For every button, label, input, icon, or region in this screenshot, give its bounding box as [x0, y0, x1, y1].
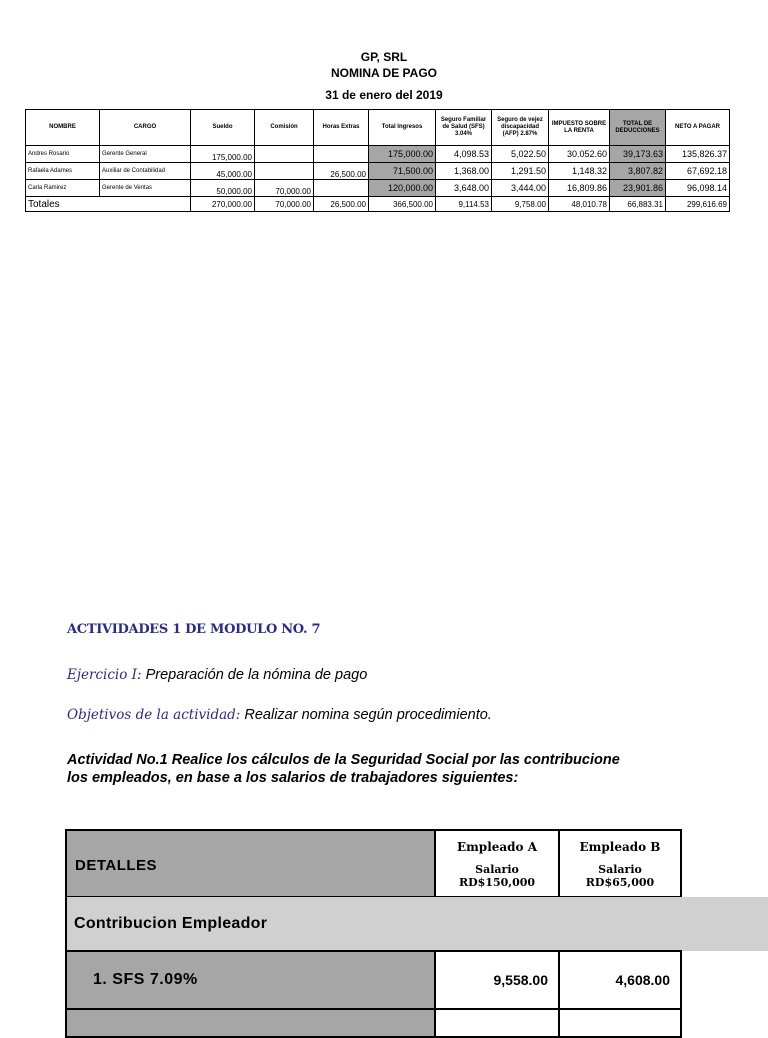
cell-horas	[314, 180, 369, 197]
cell-total-deducciones: 39,173.63	[610, 146, 666, 163]
totals-row	[26, 197, 730, 212]
cell-sueldo: 175,000.00	[191, 146, 255, 163]
col-header: Horas Extras	[314, 110, 369, 146]
total-ingresos: 366,500.00	[369, 197, 436, 212]
col-header: NOMBRE	[26, 110, 100, 146]
exercise-text: Preparación de la nómina de pago	[145, 667, 368, 683]
cell-sfs: 4,098.53	[436, 146, 492, 163]
total-isr: 48,010.78	[549, 197, 610, 212]
cell-sueldo: 45,000.00	[191, 163, 255, 180]
exercise-line	[67, 667, 367, 683]
total-horas: 26,500.00	[314, 197, 369, 212]
cell-sueldo: 50,000.00	[191, 180, 255, 197]
activity-instructions	[67, 751, 620, 787]
table-row	[26, 180, 730, 197]
cell-horas	[314, 146, 369, 163]
total-neto: 299,616.69	[666, 197, 730, 212]
cell-isr: 16,809.86	[549, 180, 610, 197]
total-deducciones: 66,883.31	[610, 197, 666, 212]
col-header: IMPUESTO SOBRE LA RENTA	[549, 110, 610, 146]
cell-total-deducciones: 3,807.82	[610, 163, 666, 180]
activity-title: ACTIVIDADES 1 DE MODULO NO. 7	[67, 622, 321, 637]
employee-a-name: Empleado A	[456, 840, 538, 854]
cell-comision: 70,000.00	[255, 180, 314, 197]
col-header: TOTAL DE DEDUCCIONES	[610, 110, 666, 146]
cell-sfs: 1,368.00	[436, 163, 492, 180]
employee-a-salary-label: Salario	[475, 863, 519, 876]
company-name: GP, SRL	[360, 50, 408, 64]
total-sfs: 9,114.53	[436, 197, 492, 212]
activity-line-1: Actividad No.1 Realice los cálculos de la Seguridad Social por las contribucione	[67, 752, 620, 768]
total-comision: 70,000.00	[255, 197, 314, 212]
cell-nombre: Rafaela Adames	[26, 163, 100, 180]
employee-b-salary: RD$65,000	[585, 876, 655, 889]
col-header: NETO A PAGAR	[666, 110, 730, 146]
col-header: Comisión	[255, 110, 314, 146]
cell-cargo: Gerente General	[100, 146, 191, 163]
payroll-table	[25, 109, 730, 212]
total-afp: 9,758.00	[492, 197, 549, 212]
details-header: DETALLES	[65, 829, 436, 898]
col-header: Sueldo	[191, 110, 255, 146]
col-header: Seguro de vejez discapacidad (AFP) 2.87%	[492, 110, 549, 146]
cell-neto: 96,098.14	[666, 180, 730, 197]
table-row	[26, 146, 730, 163]
cell-cargo: Auxiliar de Contabilidad	[100, 163, 191, 180]
employee-a-salary: RD$150,000	[458, 876, 536, 889]
employee-b-header	[558, 829, 682, 898]
employee-b-name: Empleado B	[579, 840, 661, 854]
next-row-value-a	[434, 1008, 560, 1038]
cell-comision	[255, 163, 314, 180]
cell-total-ingresos: 120,000.00	[369, 180, 436, 197]
next-row-label	[65, 1008, 436, 1038]
report-title: NOMINA DE PAGO	[330, 66, 437, 80]
activity-line-2: los empleados, en base a los salarios de trabajadores siguientes:	[67, 770, 519, 786]
cell-cargo: Gerente de Ventas	[100, 180, 191, 197]
col-header: CARGO	[100, 110, 191, 146]
next-row-value-b	[558, 1008, 682, 1038]
objectives-line	[67, 707, 492, 723]
objectives-label: Objetivos de la actividad:	[67, 707, 241, 723]
cell-total-ingresos: 71,500.00	[369, 163, 436, 180]
cell-isr: 30.052.60	[549, 146, 610, 163]
sfs-row-label: 1. SFS 7.09%	[65, 950, 436, 1010]
cell-neto: 67,692.18	[666, 163, 730, 180]
table-row	[26, 163, 730, 180]
objectives-text: Realizar nomina según procedimiento.	[244, 707, 492, 723]
cell-total-ingresos: 175,000.00	[369, 146, 436, 163]
report-date: 31 de enero del 2019	[325, 88, 443, 102]
cell-afp: 5,022.50	[492, 146, 549, 163]
cell-comision	[255, 146, 314, 163]
cell-horas: 26,500.00	[314, 163, 369, 180]
col-header: Total Ingresos	[369, 110, 436, 146]
total-sueldo: 270,000.00	[191, 197, 255, 212]
sfs-value-a: 9,558.00	[434, 950, 560, 1010]
section-contribucion-empleador: Contribucion Empleador	[65, 897, 768, 951]
cell-afp: 1,291.50	[492, 163, 549, 180]
cell-nombre: Andres Rosario	[26, 146, 100, 163]
employee-b-salary-label: Salario	[598, 863, 642, 876]
employee-a-header	[434, 829, 560, 898]
totals-label: Totales	[26, 197, 191, 212]
exercise-label: Ejercicio I:	[67, 667, 142, 683]
cell-total-deducciones: 23,901.86	[610, 180, 666, 197]
cell-neto: 135,826.37	[666, 146, 730, 163]
cell-afp: 3,444.00	[492, 180, 549, 197]
sfs-value-b: 4,608.00	[558, 950, 682, 1010]
cell-sfs: 3,648.00	[436, 180, 492, 197]
cell-isr: 1,148.32	[549, 163, 610, 180]
cell-nombre: Carla Ramirez	[26, 180, 100, 197]
col-header: Seguro Familiar de Salud (SFS) 3.04%	[436, 110, 492, 146]
payroll-header-row	[26, 110, 730, 146]
